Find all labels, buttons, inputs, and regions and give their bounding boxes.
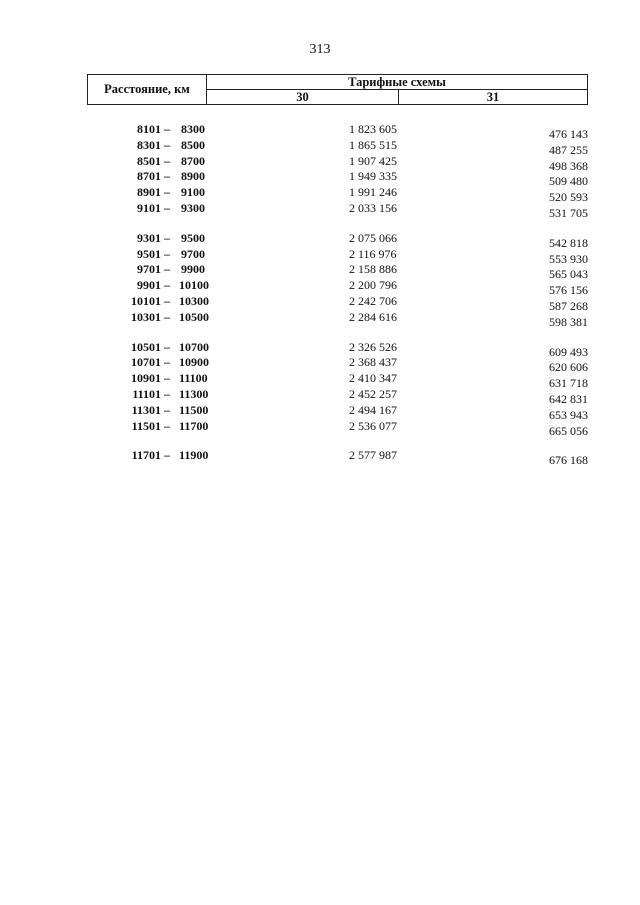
scheme-31-value: 676 168 [549,453,588,468]
scheme-31-value: 620 606 [549,360,588,375]
row-group [0,448,640,468]
range-from: 9101 [137,200,161,215]
table-row [0,355,640,375]
distance-range [115,201,205,216]
range-from: 9301 [137,230,161,245]
range-dash: – [164,293,170,308]
range-to: 9100 [181,185,205,200]
scheme-30-value: 1 865 515 [349,137,397,152]
table-row [0,137,640,157]
table-row [0,339,640,359]
table-row [0,153,640,173]
range-from: 9701 [137,262,161,277]
scheme-31-value: 642 831 [549,391,588,406]
scheme-31-value: 587 268 [549,298,588,313]
distance-range [115,278,209,293]
tariff-schemes-header: Тарифные схемы [207,75,587,90]
scheme-31-header: 31 [486,90,500,104]
range-from: 9901 [137,278,161,293]
range-from: 8901 [137,185,161,200]
table-row [0,169,640,189]
range-to: 11500 [179,402,209,417]
range-from: 9501 [137,246,161,261]
scheme-31-value: 509 480 [549,174,588,189]
range-to: 9300 [181,200,205,215]
table-row [0,122,640,141]
distance-range [115,231,205,246]
range-dash: – [164,278,170,293]
distance-range [115,154,205,169]
range-from: 10501 [131,339,161,354]
table-row [0,200,640,220]
range-to: 8900 [181,169,205,184]
scheme-31-value: 598 381 [549,314,588,329]
range-dash: – [164,355,170,370]
range-to: 10100 [179,278,209,293]
scheme-30-header: 30 [207,90,399,104]
range-dash: – [164,448,170,463]
range-dash: – [164,230,170,245]
scheme-31-value: 553 930 [549,251,588,266]
range-dash: – [164,386,170,401]
distance-range [115,309,209,325]
range-dash: – [164,185,170,200]
table-row [0,185,640,205]
range-from: 10101 [131,293,161,308]
scheme-30-value: 2 200 796 [349,278,397,293]
range-dash: – [164,169,170,184]
range-dash: – [164,153,170,168]
range-to: 10700 [179,339,209,354]
range-dash: – [164,402,170,417]
range-to: 10500 [179,309,209,324]
range-to: 10900 [179,355,209,370]
range-to: 9500 [181,230,205,245]
scheme-31-value: 542 818 [549,235,588,250]
distance-range [115,339,209,355]
distance-column-header: Расстояние, км [88,75,207,104]
scheme-31-value: 531 705 [549,205,588,220]
range-dash: – [164,309,170,324]
page-number: 313 [309,42,331,57]
range-from: 11301 [131,402,161,417]
range-to: 11100 [179,371,208,386]
distance-range [115,169,205,184]
distance-range [115,418,209,434]
table-row [0,448,640,468]
scheme-30-value: 2 452 257 [349,386,397,401]
table-row [0,278,640,298]
range-from: 8701 [137,169,161,184]
distance-range [115,355,209,370]
distance-range [115,386,209,402]
scheme-31-value: 665 056 [549,423,588,438]
scheme-31-value: 498 368 [549,158,588,173]
range-to: 10300 [179,293,209,308]
scheme-30-value: 1 949 335 [349,169,397,184]
row-group [0,230,640,329]
distance-range [115,402,209,418]
range-dash: – [164,339,170,354]
range-from: 10301 [131,309,161,324]
scheme-30-value: 2 158 886 [349,262,397,277]
table-row [0,418,640,438]
range-from: 8501 [137,153,161,168]
range-from: 11101 [132,386,161,401]
scheme-30-value: 2 033 156 [349,200,397,215]
range-from: 8301 [137,137,161,152]
range-dash: – [164,418,170,433]
table-header [87,74,588,105]
tariff-table-body [0,122,640,478]
row-group [0,339,640,438]
table-row [0,246,640,266]
table-row [0,386,640,406]
scheme-31-value: 653 943 [549,407,588,422]
row-group [0,122,640,220]
scheme-30-value: 2 410 347 [349,371,397,386]
scheme-30-value: 1 907 425 [349,153,397,168]
range-to: 11300 [179,386,209,401]
scheme-30-value: 2 116 976 [349,246,397,261]
distance-range [115,371,208,386]
range-to: 9900 [181,262,205,277]
table-row [0,230,640,250]
distance-range [115,293,209,309]
range-from: 8101 [137,122,161,136]
scheme-31-value: 576 156 [549,283,588,298]
scheme-30-value: 2 536 077 [349,418,397,433]
scheme-31-value: 520 593 [549,190,588,205]
range-to: 11900 [179,448,209,463]
range-to: 11700 [179,418,209,433]
distance-range [115,138,205,153]
scheme-30-value: 2 242 706 [349,293,397,308]
scheme-30-value: 1 823 605 [349,122,397,136]
range-dash: – [164,200,170,215]
range-dash: – [164,262,170,277]
table-row [0,309,640,329]
scheme-31-value: 487 255 [549,142,588,157]
range-to: 9700 [181,246,205,261]
table-row [0,371,640,391]
scheme-31-value: 565 043 [549,267,588,282]
distance-range [115,185,205,200]
scheme-30-value: 2 075 066 [349,230,397,245]
range-from: 11701 [131,448,161,463]
scheme-31-value: 476 143 [549,127,588,141]
table-row [0,293,640,313]
range-dash: – [164,122,170,136]
range-from: 11501 [131,418,161,433]
table-row [0,402,640,422]
range-to: 8700 [181,153,205,168]
scheme-30-value: 2 368 437 [349,355,397,370]
scheme-30-value: 2 326 526 [349,339,397,354]
distance-range [115,247,205,262]
scheme-31-value: 631 718 [549,376,588,391]
scheme-31-value: 609 493 [549,344,588,359]
scheme-30-value: 1 991 246 [349,185,397,200]
range-from: 10901 [131,371,161,386]
range-to: 8300 [181,122,205,136]
range-to: 8500 [181,137,205,152]
distance-range [115,448,209,463]
scheme-30-value: 2 284 616 [349,309,397,324]
scheme-30-value: 2 494 167 [349,402,397,417]
range-dash: – [164,246,170,261]
table-row [0,262,640,282]
range-dash: – [164,137,170,152]
distance-range [115,122,205,137]
range-dash: – [164,371,170,386]
range-from: 10701 [131,355,161,370]
scheme-30-value: 2 577 987 [349,448,397,463]
distance-range [115,262,205,277]
